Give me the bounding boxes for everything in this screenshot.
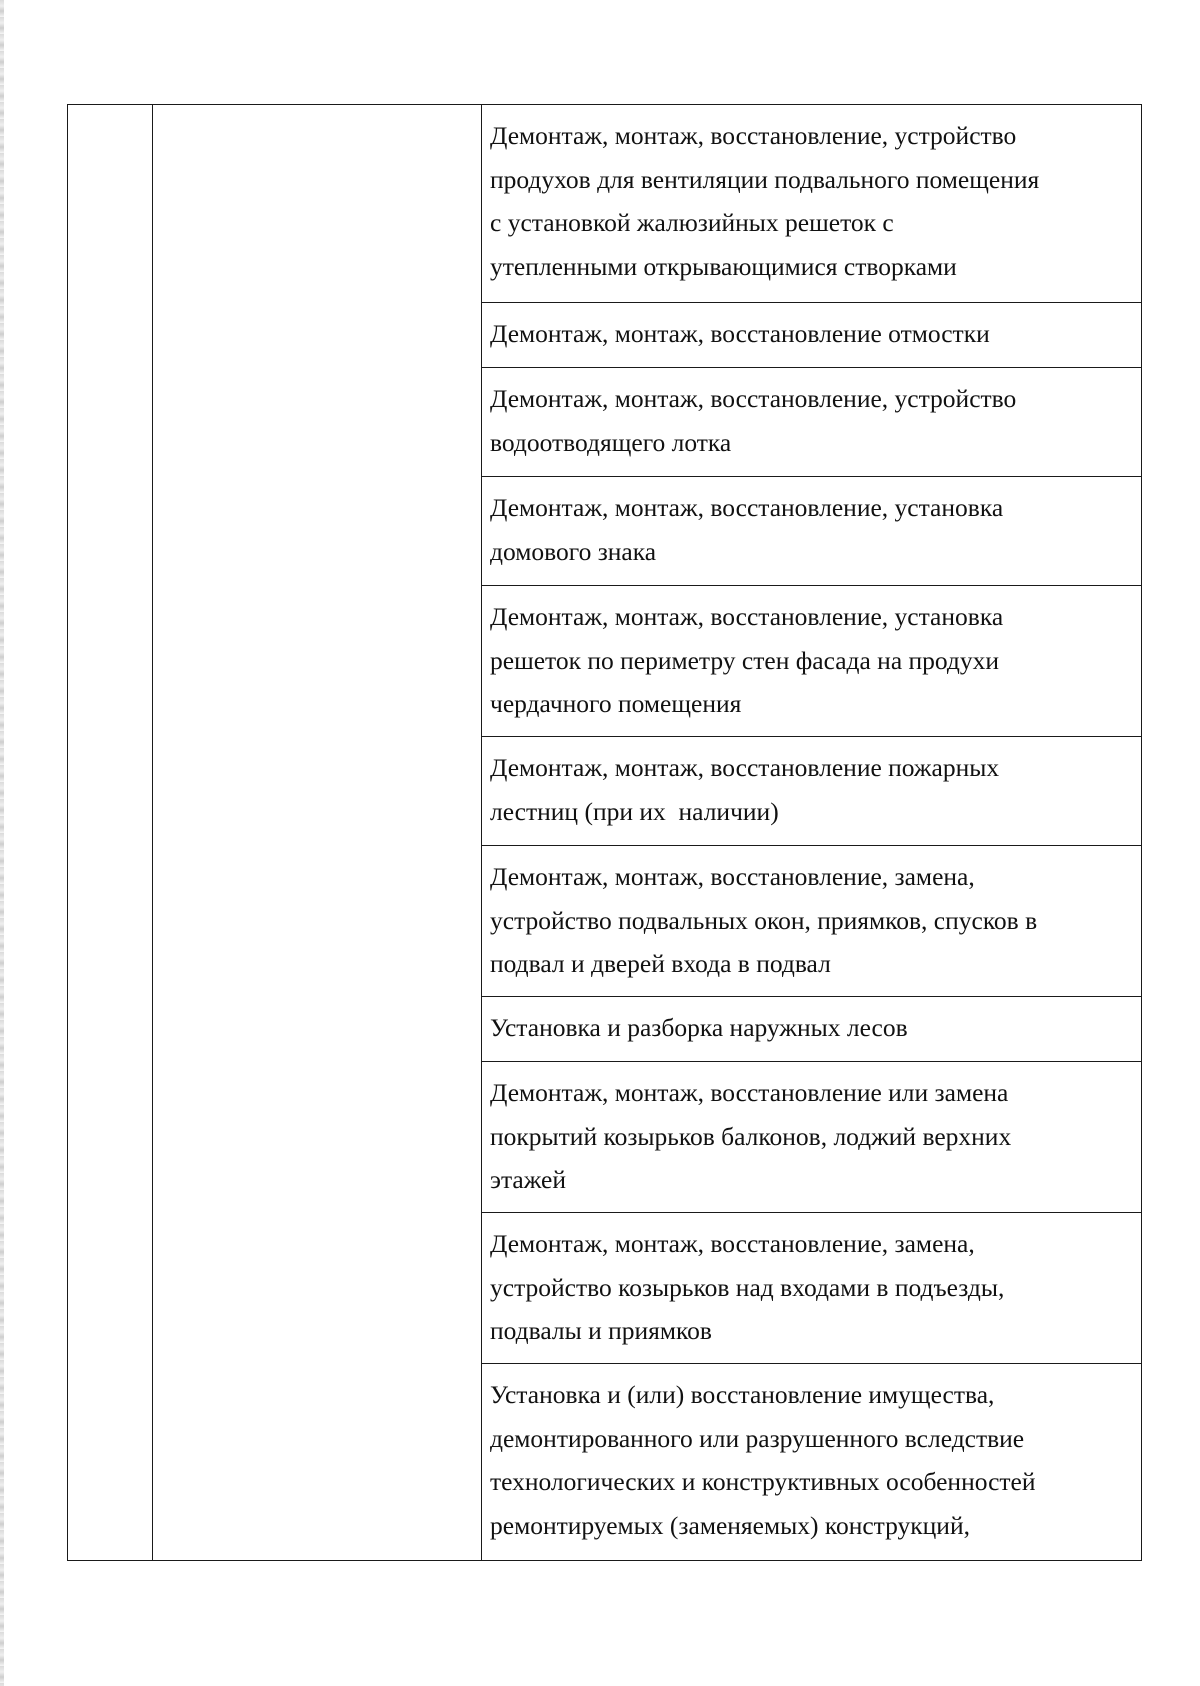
table-row: [482, 368, 1141, 477]
row-text: Установка и разборка наружных лесов: [490, 1013, 908, 1042]
works-table: [67, 104, 1142, 1561]
row-text: Демонтаж, монтаж, восстановление, устройство водоотводящего лотка: [490, 384, 1017, 457]
table-row: [482, 477, 1141, 586]
table-row: [482, 105, 1141, 303]
row-text: Демонтаж, монтаж, восстановление, устройство продухов для вентиляции подвального помещения с установкой жалюзийных решеток с утепленными открывающимися створками: [490, 121, 1040, 281]
table-row: [482, 1062, 1141, 1213]
row-text: Демонтаж, монтаж, восстановление, установка домового знака: [490, 493, 1004, 566]
row-text: Демонтаж, монтаж, восстановление, установка решеток по периметру стен фасада на продухи чердачного помещения: [490, 602, 1004, 718]
table-row: [482, 997, 1141, 1062]
row-text: Демонтаж, монтаж, восстановление, замена, устройство подвальных окон, приямков, спусков в подвал и дверей входа в подвал: [490, 862, 1038, 978]
row-text: Демонтаж, монтаж, восстановление отмостки: [490, 319, 990, 348]
table-row: [482, 737, 1141, 846]
table-row: [482, 846, 1141, 997]
table-row: [482, 586, 1141, 737]
table-row: [482, 303, 1141, 368]
works-column: [482, 105, 1141, 1560]
column-divider-1: [152, 105, 153, 1560]
row-text: Демонтаж, монтаж, восстановление пожарных лестниц (при их наличии): [490, 753, 1000, 826]
table-row: [482, 1213, 1141, 1364]
row-text: Демонтаж, монтаж, восстановление, замена, устройство козырьков над входами в подъезды, подвалы и приямков: [490, 1229, 1005, 1345]
row-text: Демонтаж, монтаж, восстановление или замена покрытий козырьков балконов, лоджий верхних этажей: [490, 1078, 1012, 1194]
table-row: [482, 1364, 1141, 1560]
row-text: Установка и (или) восстановление имущества, демонтированного или разрушенного вследствие технологических и конструктивных особенностей ремонтируемых (заменяемых) конструкций,: [490, 1380, 1036, 1540]
